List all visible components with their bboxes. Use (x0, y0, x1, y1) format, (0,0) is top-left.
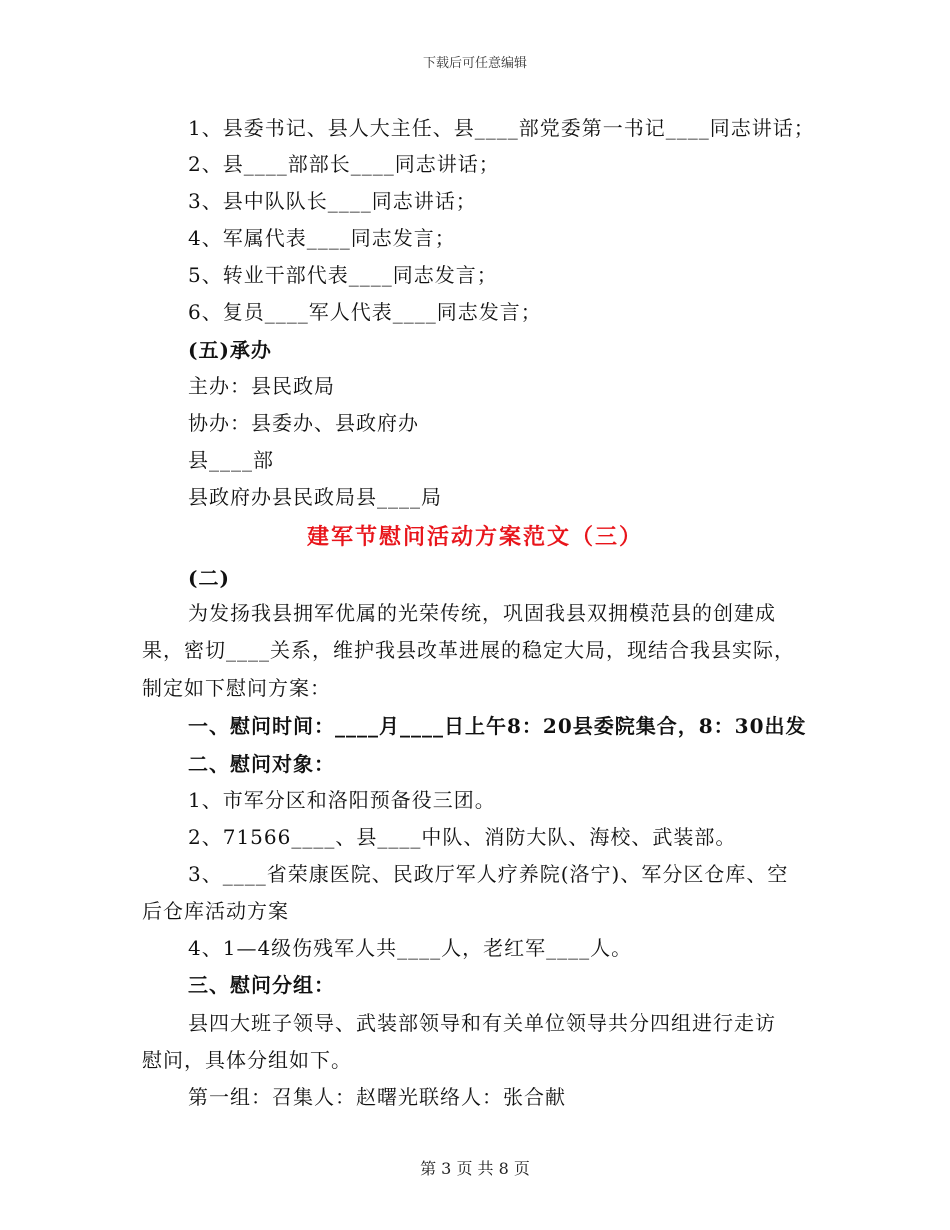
paragraph: 果，密切____关系，维护我县改革进展的稳定大局，现结合我县实际， (142, 638, 795, 662)
paragraph: 县政府办县民政局县____局 (188, 485, 442, 509)
paragraph: 县____部 (188, 448, 274, 472)
list-item: 1、县委书记、县人大主任、县____部党委第一书记____同志讲话； (188, 116, 815, 140)
paragraph: 慰问，具体分组如下。 (142, 1048, 352, 1072)
paragraph: 为发扬我县拥军优属的光荣传统，巩固我县双拥模范县的创建成 (188, 601, 776, 625)
list-item: 4、1—4级伤残军人共____人，老红军____人。 (188, 936, 633, 960)
list-item: 后仓库活动方案 (142, 899, 289, 923)
list-item: 3、县中队队长____同志讲话； (188, 189, 477, 213)
page-header: 下载后可任意编辑 (422, 56, 527, 71)
list-item: 2、71566____、县____中队、消防大队、海校、武装部。 (188, 825, 737, 849)
page-footer: 第 3 页 共 8 页 (420, 1159, 530, 1178)
list-item: 4、军属代表____同志发言； (188, 226, 456, 250)
list-item: 1、市军分区和洛阳预备役三团。 (188, 788, 496, 812)
list-item: 3、____省荣康医院、民政厅军人疗养院(洛宁)、军分区仓库、空 (188, 862, 789, 886)
paragraph: 主办：县民政局 (188, 374, 335, 398)
document-title: 建军节慰问活动方案范文（三） (306, 524, 643, 550)
paragraph: 第一组：召集人：赵曙光联络人：张合献 (188, 1085, 566, 1109)
list-item: 6、复员____军人代表____同志发言； (188, 300, 542, 324)
section-heading: 一、慰问时间：____月____日上午8：20县委院集合，8：30出发 (188, 714, 807, 738)
list-item: 2、县____部部长____同志讲话； (188, 152, 500, 176)
section-heading: (二) (188, 566, 230, 590)
list-item: 5、转业干部代表____同志发言； (188, 263, 498, 287)
section-heading: 二、慰问对象： (188, 752, 335, 776)
section-heading: 三、慰问分组： (188, 973, 335, 997)
paragraph: 协办：县委办、县政府办 (188, 411, 419, 435)
paragraph: 县四大班子领导、武装部领导和有关单位领导共分四组进行走访 (188, 1011, 776, 1035)
paragraph: 制定如下慰问方案： (142, 676, 331, 700)
section-heading: (五)承办 (188, 338, 272, 362)
